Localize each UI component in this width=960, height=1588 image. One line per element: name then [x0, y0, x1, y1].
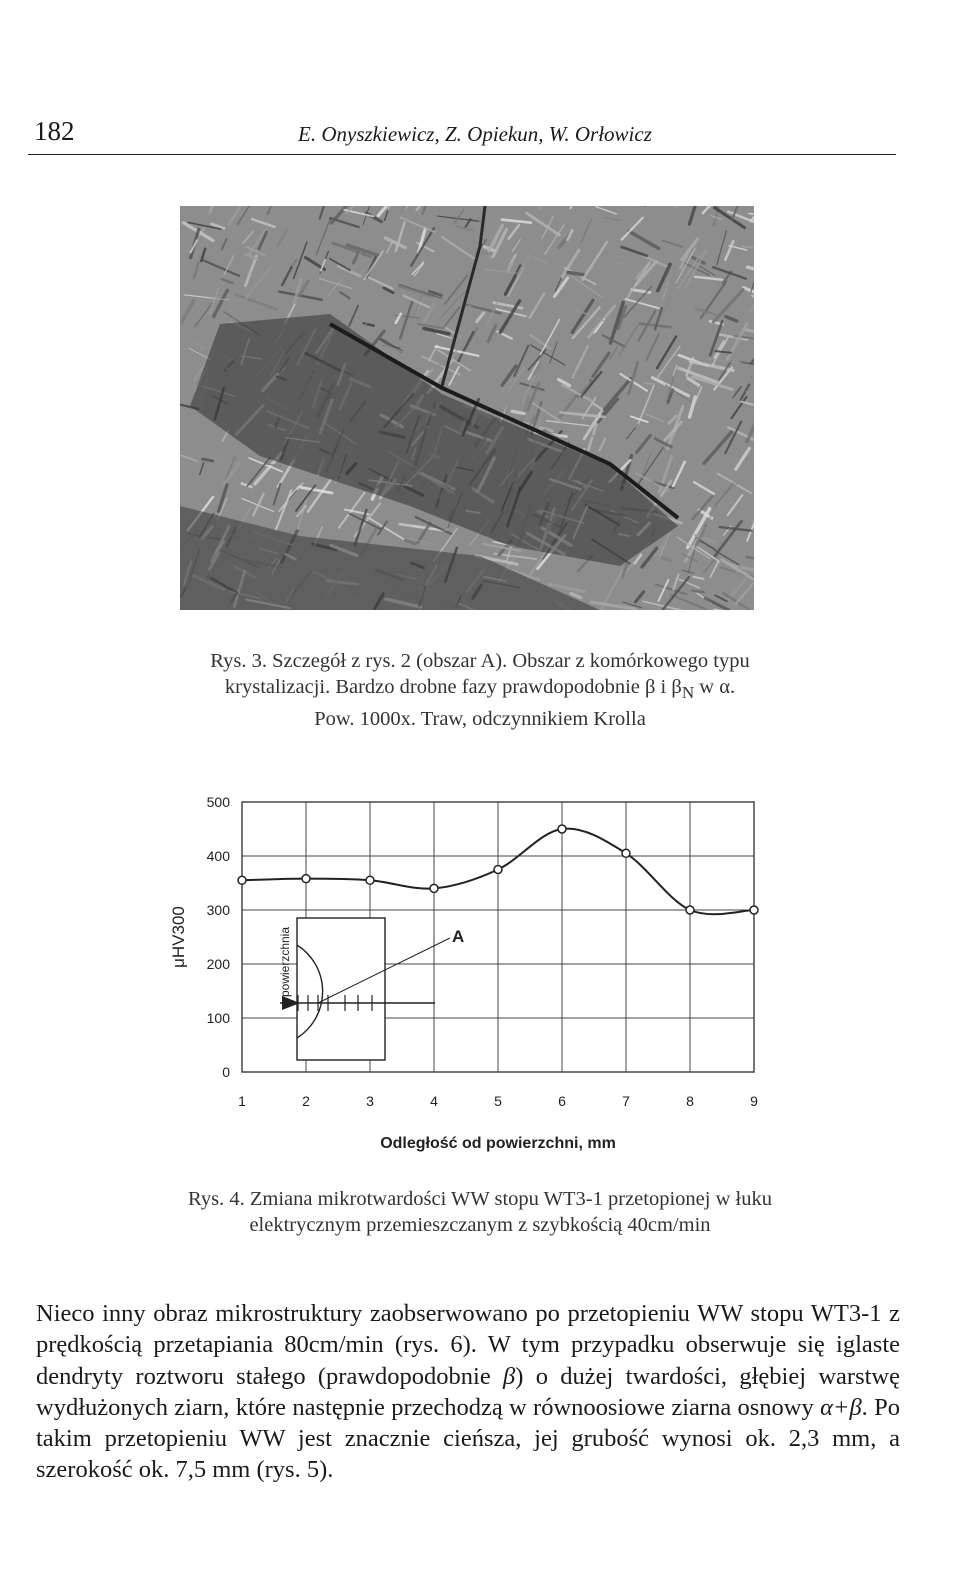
- hardness-data-point: [366, 876, 374, 884]
- y-tick-label: 0: [222, 1064, 230, 1080]
- figure4-caption-line2: elektrycznym przemieszczanym z szybkością 40cm/min: [249, 1214, 711, 1236]
- micrograph-streak: [615, 262, 626, 264]
- micrograph-streak: [692, 591, 704, 593]
- y-tick-label: 300: [206, 902, 230, 918]
- body-text-part3: . Po takim przetopieniu WW jest znacznie cieńsza, jej grubość wynosi ok. 2,3 mm, a szerokość ok. 7,5 mm (rys. 5).: [36, 1393, 900, 1484]
- figure3-caption-subscript: N: [681, 683, 695, 703]
- figure3-caption-line1: Rys. 3. Szczegół z rys. 2 (obszar A). Obszar z komórkowego typu: [210, 650, 750, 672]
- hardness-chart-svg: [150, 770, 790, 1170]
- figure3-caption-line2-text: krystalizacji. Bardzo drobne fazy prawdopodobnie β i β: [224, 676, 682, 698]
- marker-label-a: A: [452, 927, 465, 946]
- figure4-caption: [120, 1186, 840, 1238]
- figure3-caption: [120, 648, 840, 732]
- y-tick-label: 400: [206, 848, 230, 864]
- micrograph-streak: [568, 272, 584, 274]
- x-axis-label: Odległość od powierzchni, mm: [380, 1135, 616, 1152]
- y-tick-label: 200: [206, 956, 230, 972]
- x-tick-label: 5: [494, 1093, 502, 1109]
- sample-inset: [278, 918, 464, 1060]
- body-text-beta: β: [503, 1362, 516, 1390]
- x-tick-label: 2: [302, 1093, 310, 1109]
- hardness-data-point: [686, 906, 694, 914]
- hardness-data-point: [622, 849, 630, 857]
- y-axis-label: μHV300: [169, 906, 188, 968]
- body-text-part1: Nieco inny obraz mikrostruktury zaobserwowano po przetopieniu WW stopu WT3-1 z prędkością przetapiania 80cm/min (rys. 6). W tym przypadku obserwuje się iglaste dendryty roztworu stałego (prawdopodobnie: [36, 1300, 900, 1390]
- body-text-part2: ) o dużej twardości, głębiej warstwę wydłużonych ziarn, które następnie przechodzą w równoosiowe ziarna osnowy: [36, 1362, 900, 1421]
- x-tick-label: 8: [686, 1093, 694, 1109]
- figure4-caption-line1: Rys. 4. Zmiana mikrotwardości WW stopu WT3-1 przetopionej w łuku: [188, 1188, 772, 1210]
- hardness-data-point: [750, 906, 758, 914]
- figure3-caption-line3: Pow. 1000x. Traw, odczynnikiem Krolla: [314, 708, 646, 731]
- y-tick-label: 500: [206, 794, 230, 810]
- x-tick-label: 3: [366, 1093, 374, 1109]
- x-tick-label: 9: [750, 1093, 758, 1109]
- hardness-chart: [150, 770, 790, 1170]
- micrograph-texture: [180, 206, 754, 610]
- x-tick-label: 6: [558, 1093, 566, 1109]
- micrograph-streak: [512, 411, 524, 413]
- running-head: E. Onyszkiewicz, Z. Opiekun, W. Orłowicz: [298, 122, 652, 146]
- hardness-data-point: [558, 825, 566, 833]
- x-tick-label: 4: [430, 1093, 438, 1109]
- hardness-data-point: [430, 884, 438, 892]
- micrograph-image: [180, 206, 754, 610]
- y-tick-label: 100: [206, 1010, 230, 1026]
- page-number: 182: [34, 116, 75, 146]
- inset-frame: [297, 918, 385, 1060]
- body-text-alpha-beta: α+β: [820, 1393, 862, 1421]
- page-header: [28, 112, 896, 155]
- x-tick-label: 1: [238, 1093, 246, 1109]
- body-paragraph: [36, 1298, 900, 1486]
- inset-surface-label: powierzchnia: [278, 926, 292, 998]
- figure3-caption-line2: [120, 674, 840, 706]
- hardness-data-point: [494, 866, 502, 874]
- x-tick-label: 7: [622, 1093, 630, 1109]
- figure3-caption-line2-tail: w α.: [694, 676, 736, 698]
- hardness-data-point: [238, 876, 246, 884]
- hardness-data-point: [302, 875, 310, 883]
